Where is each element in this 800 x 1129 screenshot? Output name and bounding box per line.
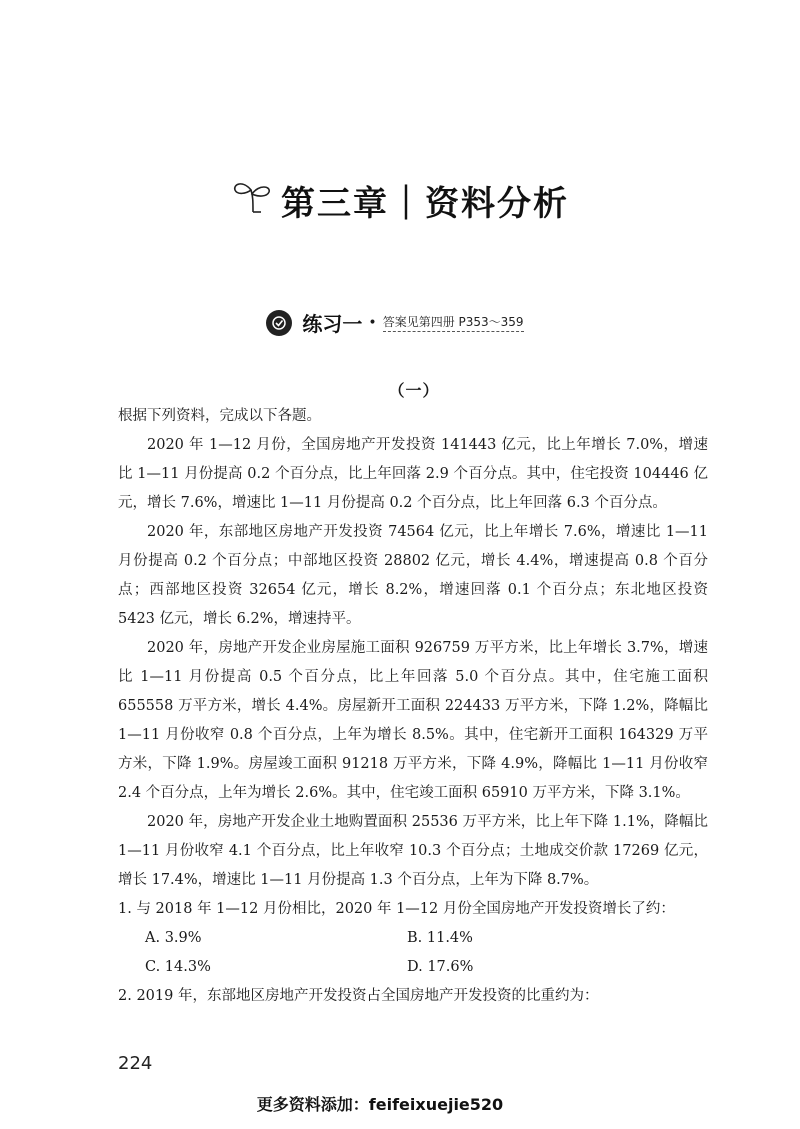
sprout-icon xyxy=(231,176,275,216)
body-text xyxy=(118,402,708,1011)
chapter-header xyxy=(0,170,800,230)
page-number: 224 xyxy=(118,1053,153,1074)
paragraph-2: 2020 年，东部地区房地产开发投资 74564 亿元，比上年增长 7.6%，增速比 1—11 月份提高 0.2 个百分点；中部地区投资 28802 亿元，增长 4.4%，增速提高 0.8 个百分点；西部地区投资 32654 亿元，增长 8.2%，增速回落 0.1 个百分点；东北地区投资 5423 亿元，增长 6.2%，增速持平。 xyxy=(118,524,708,627)
part-label: （一） xyxy=(388,381,440,400)
option-c: C. 14.3% xyxy=(145,959,211,975)
paragraph-3: 2020 年，房地产开发企业房屋施工面积 926759 万平方米，比上年增长 3.7%，增速比 1—11 月份提高 0.5 个百分点，比上年回落 5.0 个百分点。其中，住宅施工面积 655558 万平方米，增长 4.4%。房屋新开工面积 224433 万平方米，下降 1.2%，降幅比 1—11 月份收窄 0.8 个百分点，上年为增长 8.5%。其中，住宅新开工面积 164329 万平方米，下降 1.9%。房屋竣工面积 91218 万平方米，下降 4.9%，降幅比 1—11 月份收窄 2.4 个百分点，上年为增长 2.6%。其中，住宅竣工面积 65910 万平方米，下降 3.1%。 xyxy=(118,640,708,801)
paragraph-1: 2020 年 1—12 月份，全国房地产开发投资 141443 亿元，比上年增长 7.0%，增速比 1—11 月份提高 0.2 个百分点，比上年回落 2.9 个百分点。其中，住宅投资 104446 亿元，增长 7.6%，增速比 1—11 月份提高 0.2 个百分点，比上年回落 6.3 个百分点。 xyxy=(118,437,708,511)
intro-paragraph: 根据下列资料，完成以下各题。 xyxy=(118,408,321,424)
question-1-options xyxy=(118,924,708,982)
section-title: 练习一 xyxy=(302,312,363,336)
question-text: 2019 年，东部地区房地产开发投资占全国房地产开发投资的比重约为： xyxy=(136,988,599,1004)
section-header xyxy=(0,308,800,337)
option-d: D. 17.6% xyxy=(407,959,474,975)
option-a: A. 3.9% xyxy=(145,930,202,946)
section-dot: • xyxy=(368,314,377,331)
question-1 xyxy=(118,895,708,924)
question-2 xyxy=(118,982,708,1011)
paragraph-4: 2020 年，房地产开发企业土地购置面积 25536 万平方米，比上年下降 1.1%，降幅比 1—11 月份收窄 4.1 个百分点，比上年收窄 10.3 个百分点；土地成交价款 17269 亿元，增长 17.4%，增速比 1—11 月份提高 1.3 个百分点，上年为下降 8.7%。 xyxy=(118,814,708,888)
question-number: 1. xyxy=(118,901,132,917)
answer-reference: 答案见第四册 P353～359 xyxy=(383,313,524,332)
option-b: B. 11.4% xyxy=(407,930,473,946)
footer-note: 更多资料添加：feifeixuejie520 xyxy=(256,1095,504,1114)
question-number: 2. xyxy=(118,988,132,1004)
exercise-badge-icon xyxy=(266,310,292,336)
chapter-title: 第三章｜资料分析 xyxy=(281,183,569,224)
question-text: 与 2018 年 1—12 月份相比，2020 年 1—12 月份全国房地产开发投资增长了约： xyxy=(136,901,675,917)
